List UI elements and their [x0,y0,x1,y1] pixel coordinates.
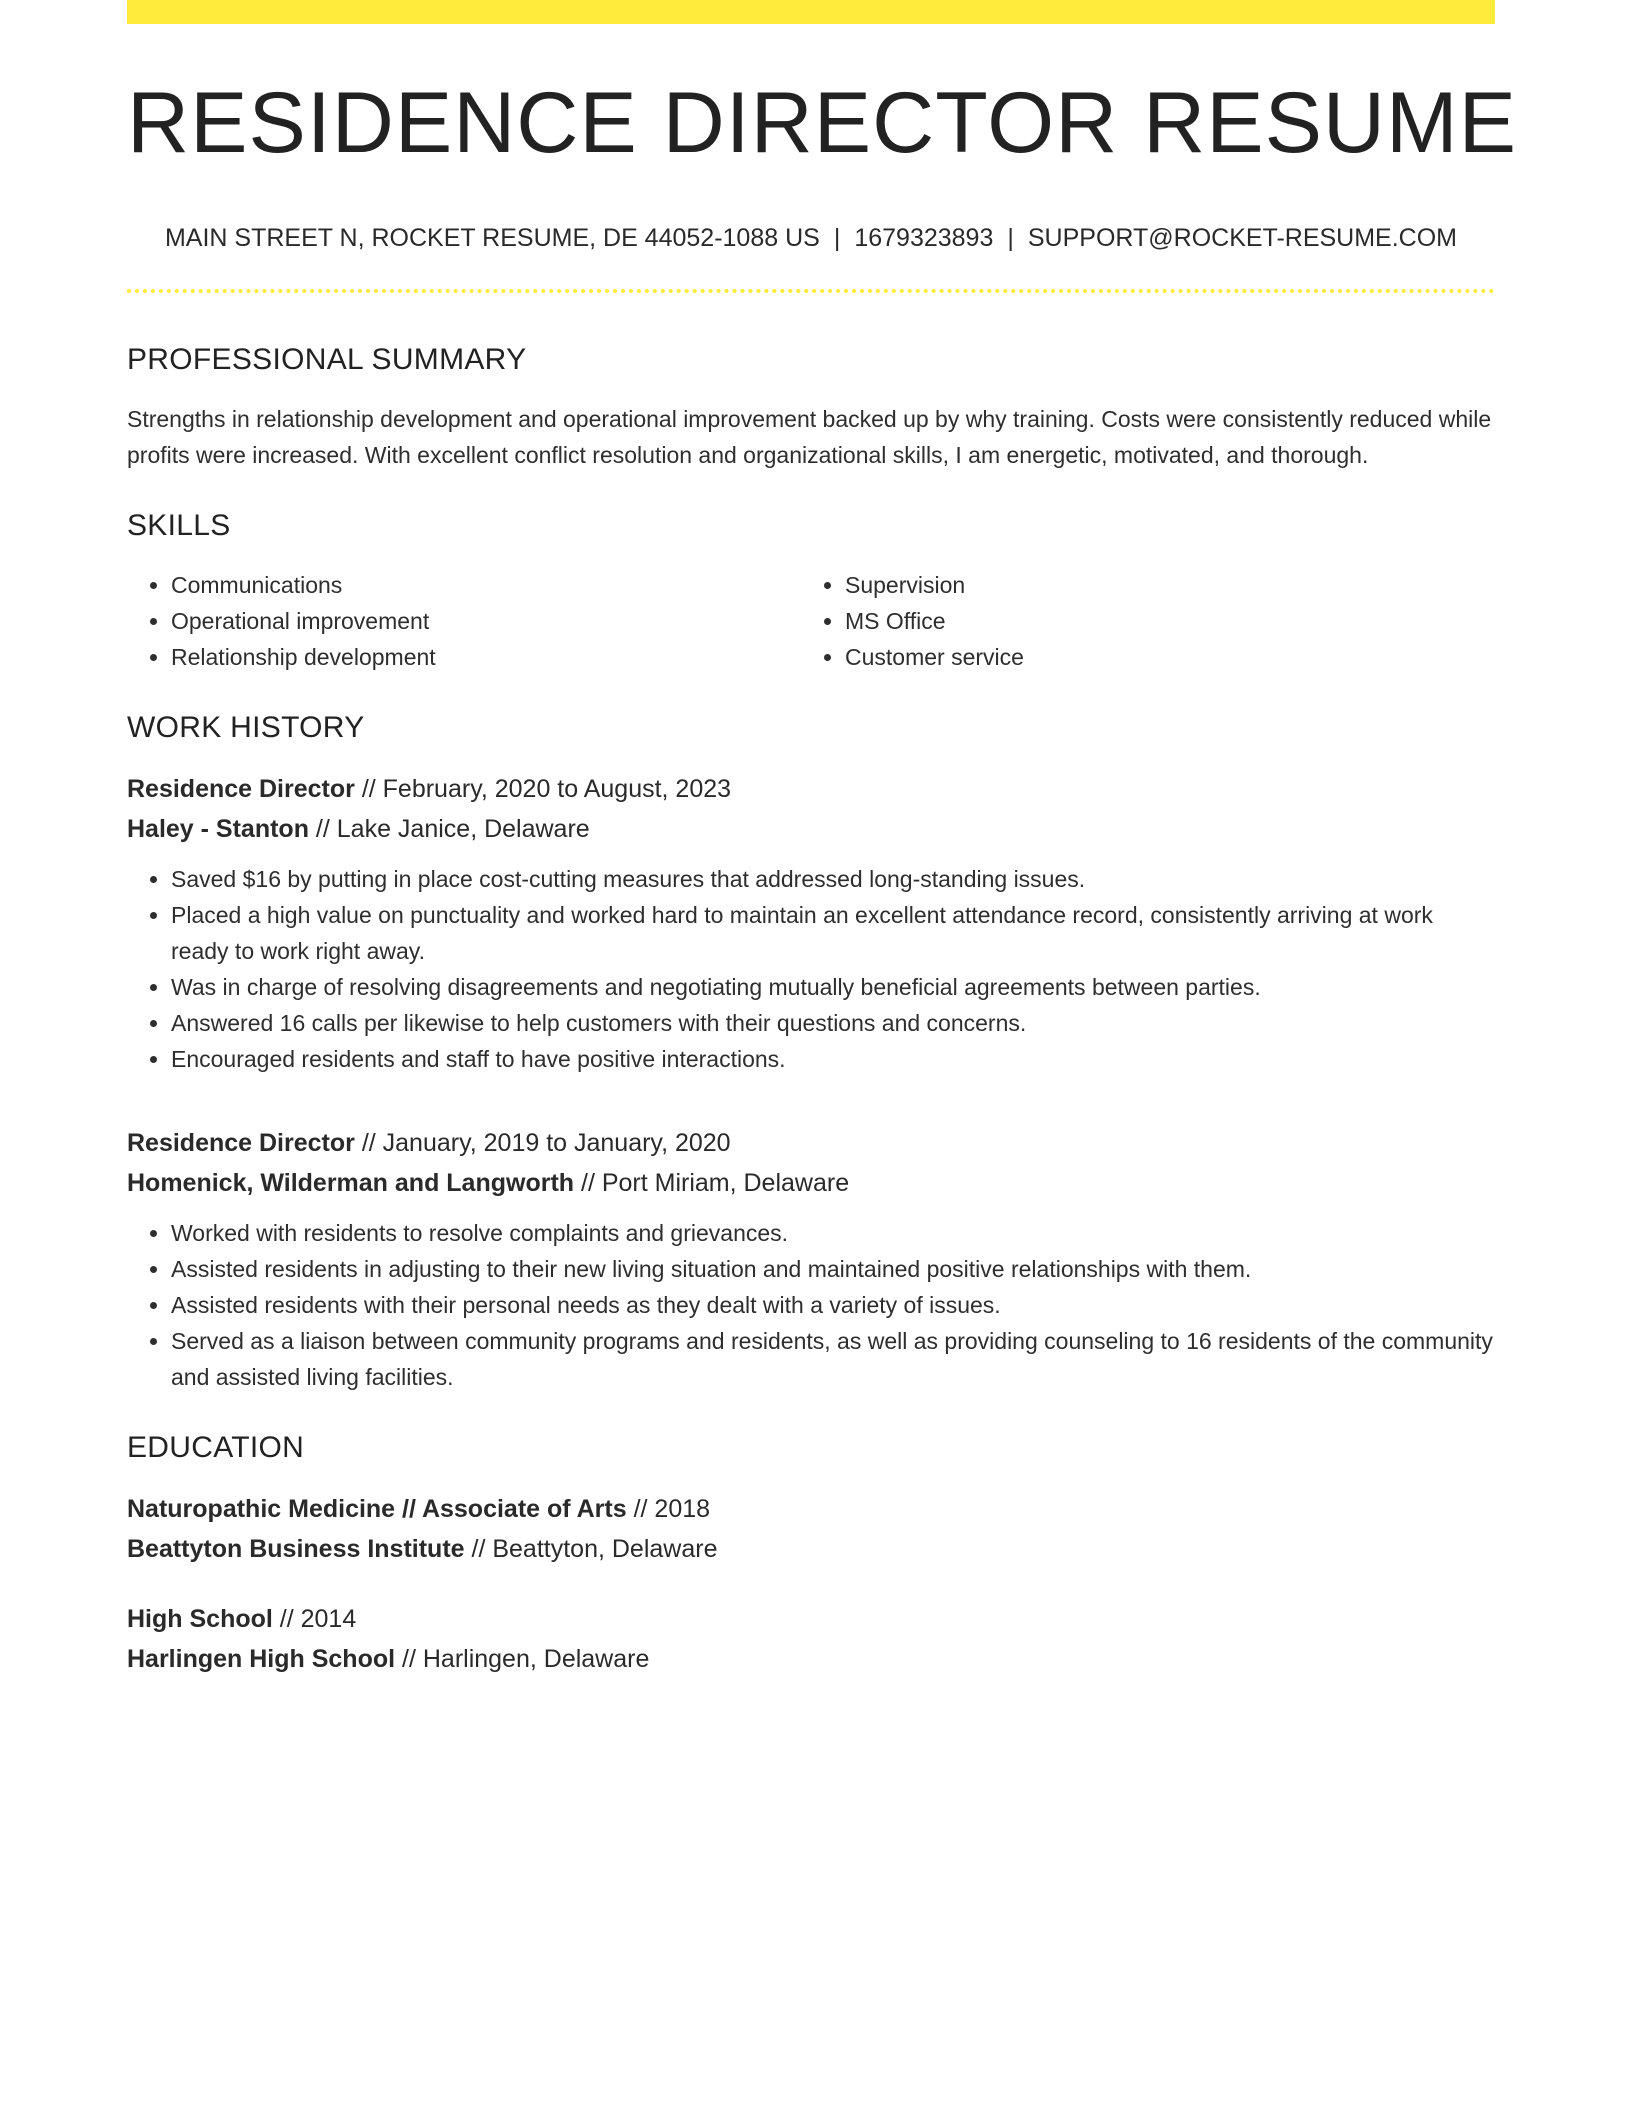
education-degree: Naturopathic Medicine // Associate of Arts [127,1495,627,1523]
job-location: // Lake Janice, Delaware [308,815,590,843]
job-bullets [127,861,1495,1077]
job-location: // Port Miriam, Delaware [574,1169,850,1197]
job-bullet: • Answered 16 calls per likewise to help customers with their questions and concerns. [171,1005,1495,1041]
job-entry [127,769,1495,1077]
education-school-line [127,1639,1495,1679]
education-location: // Harlingen, Delaware [395,1645,650,1673]
job-dates: // January, 2019 to January, 2020 [354,1129,731,1157]
resume-page [127,0,1518,1679]
skills-heading: SKILLS [127,509,231,542]
skill-item: • MS Office [845,603,1475,639]
job-bullet: • Saved $16 by putting in place cost-cutting measures that addressed long-standing issues. [171,861,1495,897]
contact-line [127,224,1495,253]
job-bullet: • Was in charge of resolving disagreements and negotiating mutually beneficial agreements between parties. [171,969,1495,1005]
education-entry [127,1599,1495,1679]
skill-item: • Communications [171,567,801,603]
contact-separator: | [833,224,841,252]
job-bullets [127,1215,1495,1395]
education-school: Beattyton Business Institute [127,1535,465,1563]
job-title-line [127,1123,1495,1163]
job-company-line [127,1163,1495,1203]
job-bullet: • Encouraged residents and staff to have positive interactions. [171,1041,1495,1077]
education-degree-line [127,1489,1495,1529]
education-entry [127,1489,1495,1569]
skill-item: • Relationship development [171,639,801,675]
accent-top-bar [127,0,1495,24]
job-company: Haley - Stanton [127,815,309,843]
job-company: Homenick, Wilderman and Langworth [127,1169,575,1197]
skills-column-1 [127,567,801,675]
education-heading: EDUCATION [127,1431,305,1464]
education-year: // 2014 [272,1605,357,1633]
job-company-line [127,809,1495,849]
education-school: Harlingen High School [127,1645,396,1673]
job-entry [127,1123,1495,1395]
job-bullet: • Assisted residents with their personal needs as they dealt with a variety of issues. [171,1287,1495,1323]
skills-list [127,567,1495,675]
skill-item: • Supervision [845,567,1475,603]
education-school-line [127,1529,1495,1569]
work-history-heading: WORK HISTORY [127,711,365,744]
skills-column-2 [801,567,1475,675]
job-bullet: • Assisted residents in adjusting to their new living situation and maintained positive relationships with them. [171,1251,1495,1287]
dotted-divider [127,289,1495,293]
job-title: Residence Director [127,775,355,803]
resume-title: RESIDENCE DIRECTOR RESUME [127,75,1518,171]
contact-email: SUPPORT@ROCKET-RESUME.COM [1027,224,1458,252]
job-dates: // February, 2020 to August, 2023 [354,775,732,803]
skill-item: • Customer service [845,639,1475,675]
job-title-line [127,769,1495,809]
education-degree-line [127,1599,1495,1639]
education-location: // Beattyton, Delaware [464,1535,718,1563]
contact-address: MAIN STREET N, ROCKET RESUME, DE 44052-1088 US [164,224,820,252]
summary-text: Strengths in relationship development and operational improvement backed up by why training. Costs were consistently reduced while profits were increased. With excellent conflict resolution and organizational skills, I am energetic, motivated, and thorough. [127,406,1492,468]
skill-item: • Operational improvement [171,603,801,639]
summary-heading: PROFESSIONAL SUMMARY [127,343,527,376]
education-degree: High School [127,1605,273,1633]
contact-phone: 1679323893 [854,224,994,252]
job-bullet: • Worked with residents to resolve complaints and grievances. [171,1215,1495,1251]
job-title: Residence Director [127,1129,355,1157]
job-bullet: • Served as a liaison between community programs and residents, as well as providing counseling to 16 residents of the community and assisted living facilities. [171,1323,1495,1395]
contact-separator: | [1007,224,1014,252]
job-bullet: • Placed a high value on punctuality and worked hard to maintain an excellent attendance record, consistently arriving at work ready to work right away. [171,897,1495,969]
education-year: // 2018 [626,1495,711,1523]
